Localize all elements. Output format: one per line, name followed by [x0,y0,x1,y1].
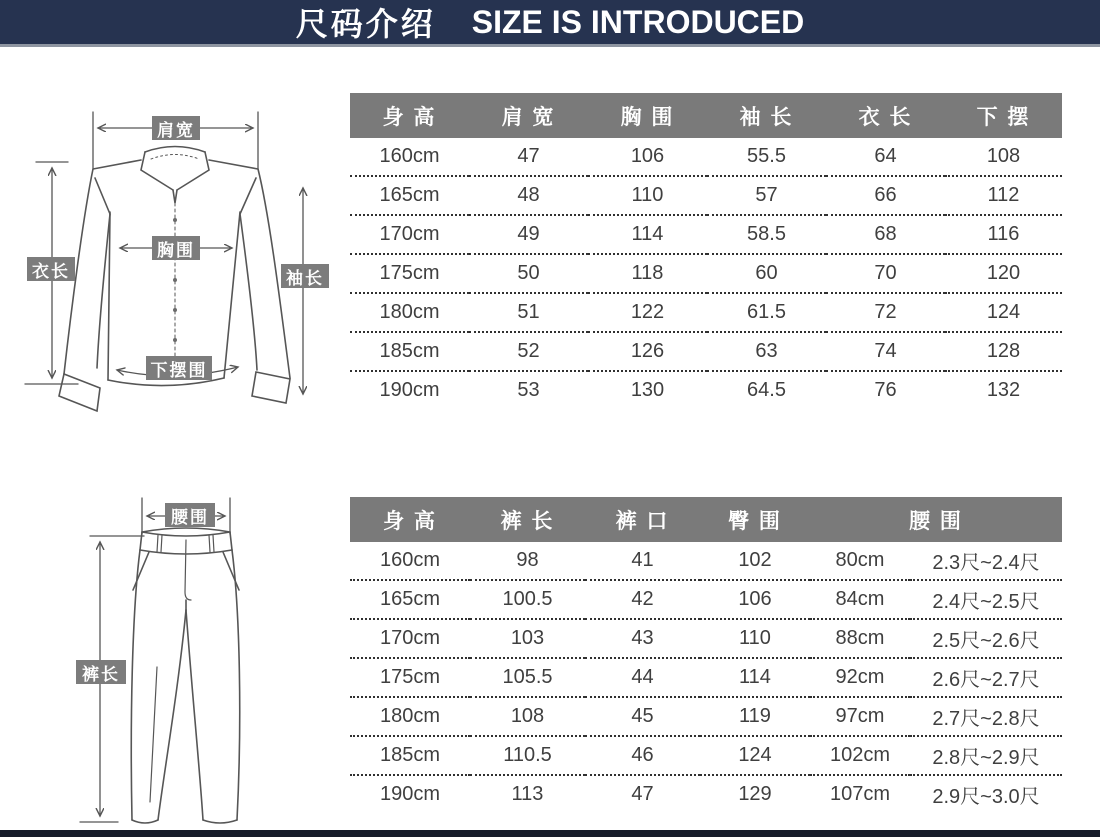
table-cell: 42 [585,580,700,619]
table-cell: 170cm [350,215,469,254]
table-row [350,332,1062,371]
column-header: 身 高 [350,497,470,542]
table-cell: 130 [630,379,665,401]
table-cell: 97cm [810,697,910,736]
table-cell: 53 [517,379,540,401]
column-header: 衣 长 [826,93,945,138]
table-cell: 45 [585,697,700,736]
table-cell: 110 [700,619,810,658]
sleeve-length-label: 袖长 [281,264,329,288]
table-row [350,371,1062,409]
table-cell: 190cm [379,379,440,401]
column-header: 胸 围 [588,93,707,138]
table-row [350,658,1062,697]
table-cell: 113 [511,783,544,805]
table-cell: 165cm [350,580,470,619]
table-row [350,736,1062,775]
table-cell: 102 [700,542,810,580]
table-cell: 68 [826,215,945,254]
table-cell: 129 [738,783,772,805]
table-cell: 180cm [350,293,469,332]
title-bar [0,0,1100,47]
table-row [350,293,1062,332]
table-cell: 124 [945,293,1062,332]
shoulder-width-label: 肩宽 [152,116,200,140]
table-cell: 2.4尺~2.5尺 [910,580,1062,619]
table-cell: 44 [585,658,700,697]
column-header: 腰 围 [810,497,1062,542]
table-cell: 2.8尺~2.9尺 [910,736,1062,775]
table-cell: 50 [469,254,588,293]
table-cell: 41 [585,542,700,580]
table-cell: 108 [470,697,585,736]
table-cell: 74 [826,332,945,371]
table-cell: 64 [826,138,945,176]
pants-diagram [40,472,275,832]
table-row [350,542,1062,580]
table-cell: 2.5尺~2.6尺 [910,619,1062,658]
table-cell: 116 [945,215,1062,254]
table-cell: 2.9尺~3.0尺 [932,786,1040,808]
table-cell: 122 [588,293,707,332]
table-row [350,138,1062,176]
table-cell: 165cm [350,176,469,215]
table-cell: 2.6尺~2.7尺 [910,658,1062,697]
table-cell: 185cm [350,736,470,775]
table-cell: 110.5 [470,736,585,775]
table-cell: 114 [588,215,707,254]
table-cell: 160cm [350,542,470,580]
table-cell: 124 [700,736,810,775]
column-header: 肩 宽 [469,93,588,138]
table-cell: 2.7尺~2.8尺 [910,697,1062,736]
table-cell: 98 [470,542,585,580]
column-header: 裤 口 [585,497,700,542]
bottom-divider-bar [0,830,1100,837]
table-cell: 43 [585,619,700,658]
table-cell: 46 [585,736,700,775]
table-cell: 185cm [350,332,469,371]
chest-label: 胸围 [152,236,200,260]
table-cell: 66 [826,176,945,215]
table-row [350,775,1062,813]
table-cell: 61.5 [707,293,826,332]
header-row [350,497,1062,542]
table-row [350,254,1062,293]
header-row [350,93,1062,138]
column-header: 袖 长 [707,93,826,138]
table-row [350,176,1062,215]
table-cell: 52 [469,332,588,371]
table-cell: 126 [588,332,707,371]
pants-size-table [350,497,1062,813]
size-table [350,497,1062,813]
table-cell: 175cm [350,658,470,697]
table-cell: 102cm [810,736,910,775]
table-cell: 190cm [379,783,441,805]
table-cell: 132 [986,379,1021,401]
table-cell: 88cm [810,619,910,658]
table-cell: 105.5 [470,658,585,697]
table-cell: 70 [826,254,945,293]
table-cell: 107cm [829,783,891,805]
size-table [350,93,1062,409]
table-cell: 47 [469,138,588,176]
table-cell: 180cm [350,697,470,736]
page-title-english: SIZE IS INTRODUCED [471,3,805,40]
column-header: 下 摆 [945,93,1062,138]
table-row [350,580,1062,619]
shirt-size-table [350,93,1062,409]
table-cell: 175cm [350,254,469,293]
table-cell: 108 [945,138,1062,176]
pants-length-label: 裤长 [76,660,126,684]
table-cell: 120 [945,254,1062,293]
table-cell: 128 [945,332,1062,371]
table-cell: 114 [700,658,810,697]
table-cell: 112 [945,176,1062,215]
column-header: 臀 围 [700,497,810,542]
column-header: 裤 长 [470,497,585,542]
table-cell: 76 [874,379,897,401]
table-cell: 63 [707,332,826,371]
table-cell: 119 [700,697,810,736]
table-cell: 92cm [810,658,910,697]
table-row [350,619,1062,658]
column-header: 身 高 [350,93,469,138]
table-cell: 106 [588,138,707,176]
table-cell: 80cm [810,542,910,580]
table-cell: 49 [469,215,588,254]
table-cell: 103 [470,619,585,658]
table-cell: 118 [588,254,707,293]
table-cell: 170cm [350,619,470,658]
table-cell: 84cm [810,580,910,619]
garment-length-label: 衣长 [27,257,75,281]
hem-label: 下摆围 [146,356,212,380]
table-cell: 60 [707,254,826,293]
table-cell: 72 [826,293,945,332]
table-cell: 57 [707,176,826,215]
page-title-chinese: 尺码介绍 [295,6,436,42]
table-cell: 160cm [350,138,469,176]
table-cell: 55.5 [707,138,826,176]
table-cell: 100.5 [470,580,585,619]
table-cell: 47 [631,783,654,805]
table-row [350,215,1062,254]
table-cell: 2.3尺~2.4尺 [910,542,1062,580]
table-cell: 58.5 [707,215,826,254]
table-cell: 110 [588,176,707,215]
table-cell: 106 [700,580,810,619]
waist-label: 腰围 [165,503,215,527]
table-cell: 51 [469,293,588,332]
table-cell: 48 [469,176,588,215]
table-cell: 64.5 [747,379,786,401]
table-row [350,697,1062,736]
